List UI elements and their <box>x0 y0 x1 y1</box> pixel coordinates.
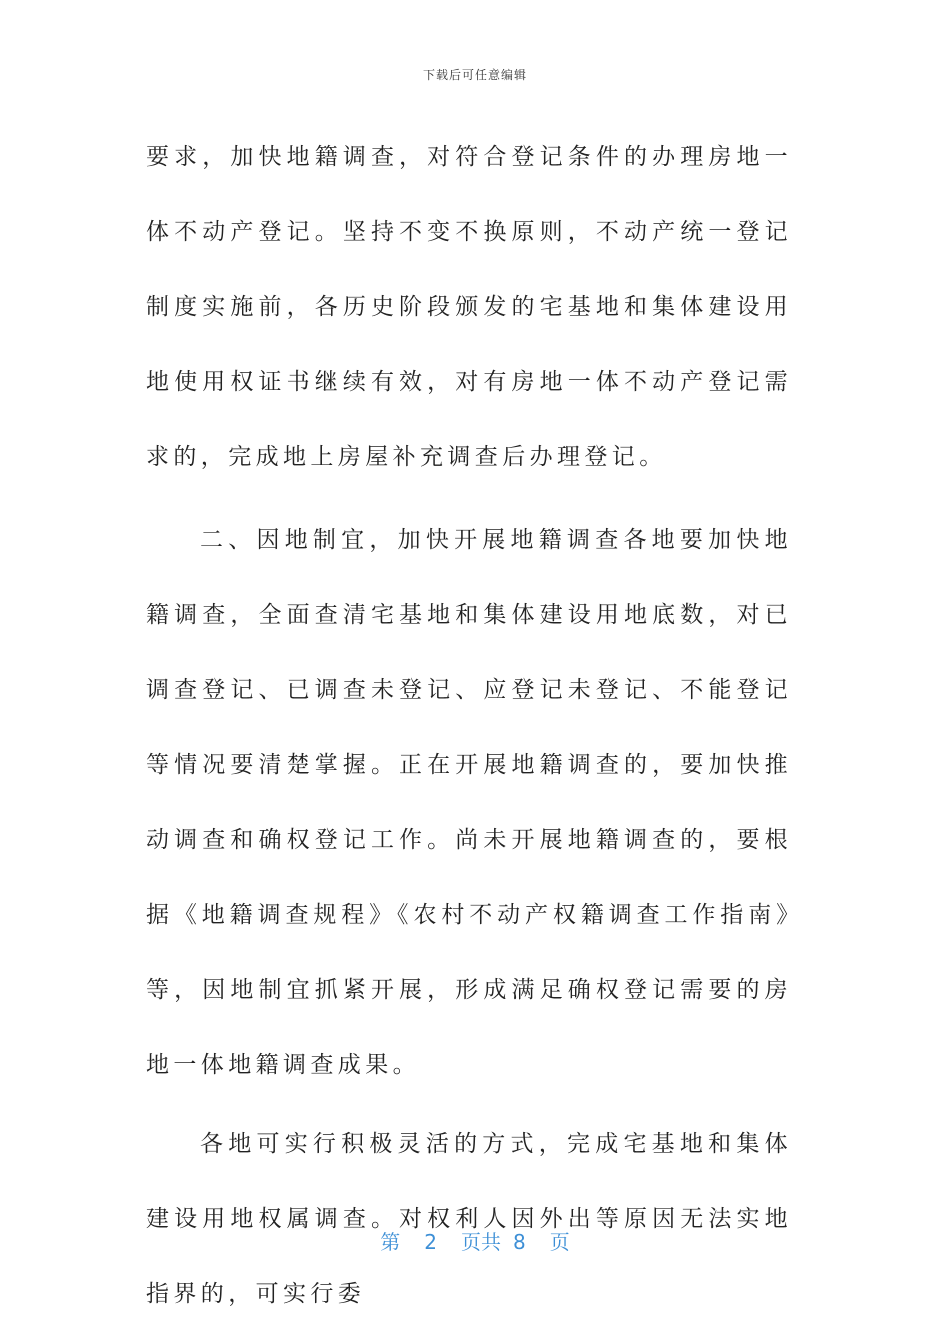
footer-prefix: 第 <box>380 1230 401 1254</box>
footer-middle: 页共 <box>461 1230 501 1254</box>
paragraph-3: 各地可实行积极灵活的方式，完成宅基地和集体建设用地权属调查。对权利人因外出等原因无法实地指界的，可实行委 <box>146 1131 792 1307</box>
footer-suffix: 页 <box>549 1230 570 1254</box>
paragraph-1: 要求，加快地籍调查，对符合登记条件的办理房地一体不动产登记。坚持不变不换原则，不动产统一登记制度实施前，各历史阶段颁发的宅基地和集体建设用地使用权证书继续有效，对有房地一体不动产登记需求的，完成地上房屋补充调查后办理登记。 <box>146 144 792 470</box>
document-body <box>146 120 792 1336</box>
footer-current-page: 2 <box>424 1230 437 1254</box>
page-footer <box>0 1226 950 1255</box>
footer-total-pages: 8 <box>513 1230 526 1254</box>
page-header: 下载后可任意编辑 <box>422 68 527 82</box>
paragraph-2: 二、因地制宜，加快开展地籍调查各地要加快地籍调查，全面查清宅基地和集体建设用地底数，对已调查登记、已调查未登记、应登记未登记、不能登记等情况要清楚掌握。正在开展地籍调查的，要加快推动调查和确权登记工作。尚未开展地籍调查的，要根据《地籍调查规程》《农村不动产权籍调查工作指南》等，因地制宜抓紧开展，形成满足确权登记需要的房地一体地籍调查成果。 <box>146 527 792 1078</box>
